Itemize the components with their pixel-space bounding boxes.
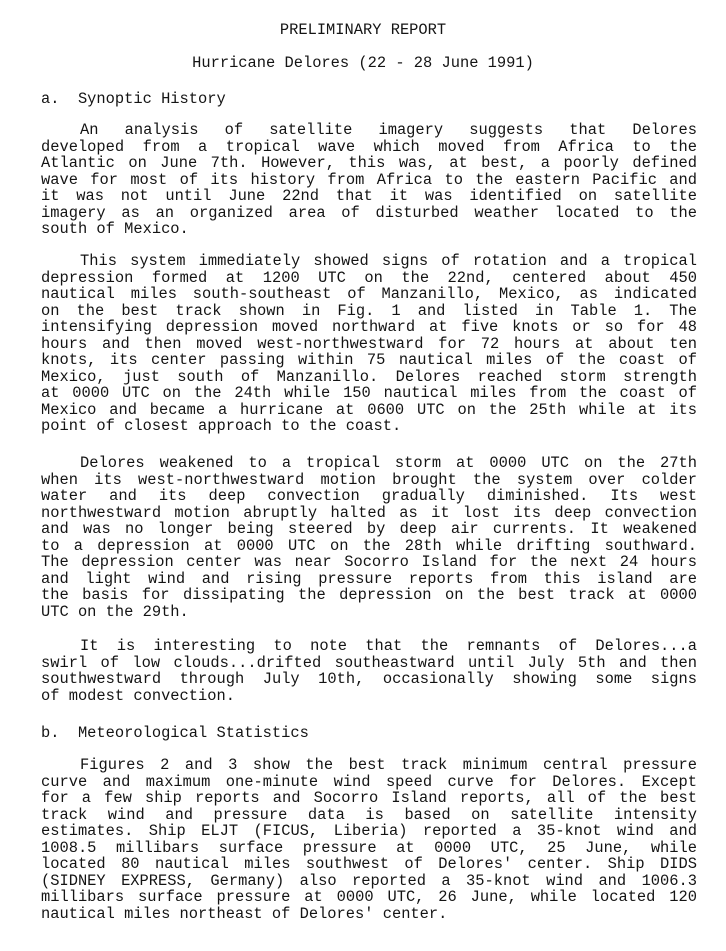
text-line: developed from a tropical wave which moved from Africa to the (41, 137, 697, 156)
text-line: Atlantic on June 7th. However, this was, at best, a poorly defined (41, 154, 697, 172)
text-line: on the best track shown in Fig. 1 and listed in Table 1. The (41, 301, 697, 320)
text-line: intensifying depression moved northward at five knots or so for 48 (41, 318, 697, 336)
text-line: southwestward through July 10th, occasionally showing some signs (41, 670, 697, 688)
text-line: An analysis of satellite imagery suggests that Delores (80, 121, 697, 139)
text-line: nautical miles northeast of Delores' center. (41, 904, 448, 923)
text-line: when its west-northwestward motion brought the system over colder (41, 470, 697, 489)
text-line: hours and then moved west-northwestward for 72 hours at about ten (41, 334, 697, 353)
text-line: Mexico and became a hurricane at 0600 UTC on the 25th while at its (41, 400, 697, 419)
text-line: point of closest approach to the coast. (41, 417, 402, 435)
text-line: (SIDNEY EXPRESS, Germany) also reported a 35-knot wind and 1006.3 (41, 871, 697, 890)
report-title: PRELIMINARY REPORT (279, 21, 447, 39)
text-line: it was not until June 22nd that it was identified on satellite (41, 187, 697, 205)
text-line: to a depression at 0000 UTC on the 28th while drifting southward. (41, 536, 697, 555)
text-line: This system immediately showed signs of rotation and a tropical (80, 252, 697, 270)
text-line: estimates. Ship ELJT (FICUS, Liberia) reported a 35-knot wind and (41, 822, 697, 840)
text-line: water and its deep convection gradually diminished. Its west (41, 487, 697, 505)
text-line: Mexico, just south of Manzanillo. Delores reached storm strength (41, 367, 697, 386)
text-line: the basis for dissipating the depression on the best track at 0000 (41, 586, 697, 604)
text-line: wave for most of its history from Africa to the eastern Pacific and (41, 170, 697, 189)
text-line: It is interesting to note that the remnants of Delores...a (80, 637, 697, 655)
text-line: Delores weakened to a tropical storm at 0000 UTC on the 27th (80, 454, 697, 472)
report-subtitle: Hurricane Delores (22 - 28 June 1991) (192, 54, 534, 72)
text-line: northwestward motion abruptly halted as it lost its deep convection (41, 503, 697, 522)
text-line: knots, its center passing within 75 nautical miles of the coast of (41, 351, 697, 369)
text-line: located 80 nautical miles southwest of Delores' center. Ship DIDS (41, 855, 697, 873)
section-heading-meteorological-statistics: b. Meteorological Statistics (41, 724, 309, 742)
text-line: curve and maximum one-minute wind speed curve for Delores. Except (41, 772, 697, 791)
text-line: Figures 2 and 3 show the best track minimum central pressure (80, 756, 697, 774)
text-line: for a few ship reports and Socorro Island reports, all of the best (41, 789, 697, 807)
text-line: and light wind and rising pressure reports from this island are (41, 569, 697, 588)
text-line: The depression center was near Socorro Island for the next 24 hours (41, 553, 697, 571)
text-line: of modest convection. (41, 686, 235, 705)
text-line: nautical miles south-southeast of Manzanillo, Mexico, as indicated (41, 285, 697, 303)
text-line: depression formed at 1200 UTC on the 22nd, centered about 450 (41, 268, 697, 287)
text-line: and was no longer being steered by deep air currents. It weakened (41, 520, 697, 538)
section-heading-synoptic-history: a. Synoptic History (41, 90, 226, 108)
text-line: at 0000 UTC on the 24th while 150 nautical miles from the coast of (41, 384, 697, 402)
text-line: track wind and pressure data is based on satellite intensity (41, 805, 697, 824)
text-line: millibars surface pressure at 0000 UTC, 26 June, while located 120 (41, 888, 697, 906)
text-line: UTC on the 29th. (41, 602, 189, 621)
text-line: imagery as an organized area of disturbed weather located to the (41, 203, 697, 222)
text-line: south of Mexico. (41, 220, 189, 238)
text-line: swirl of low clouds...drifted southeastward until July 5th and then (41, 653, 697, 672)
text-line: 1008.5 millibars surface pressure at 0000 UTC, 25 June, while (41, 838, 697, 857)
